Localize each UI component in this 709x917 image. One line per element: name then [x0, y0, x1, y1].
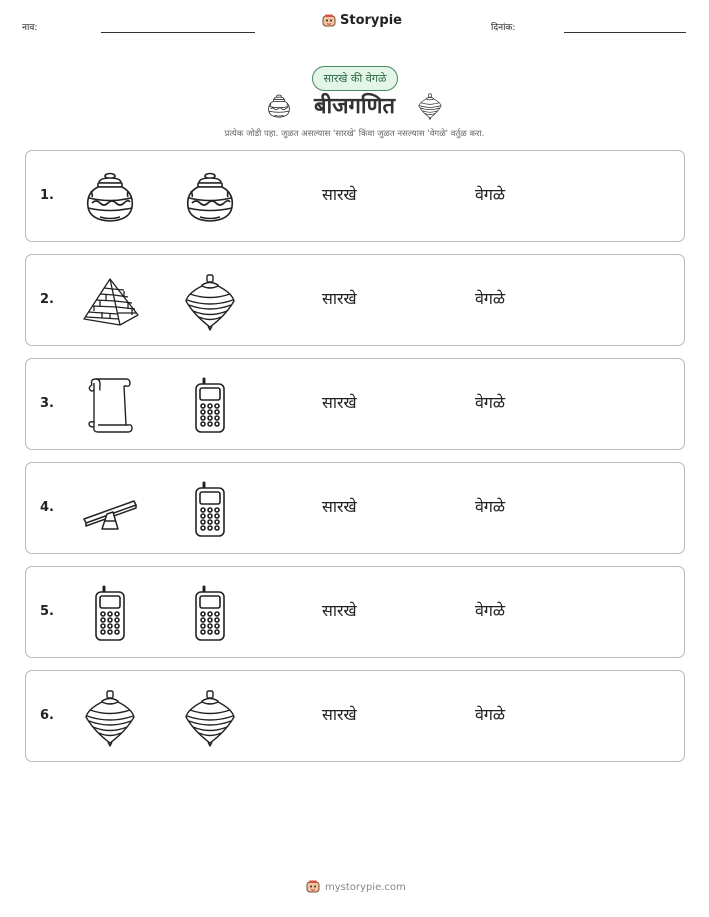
- question-number: 5.: [40, 604, 54, 619]
- question-row-3: [25, 358, 685, 450]
- same-option[interactable]: सारखे: [322, 497, 357, 516]
- different-option[interactable]: वेगळे: [475, 601, 506, 620]
- same-option[interactable]: सारखे: [322, 393, 357, 412]
- name-line[interactable]: [101, 32, 255, 33]
- storypie-mascot-icon: [306, 880, 320, 894]
- page-title: बीजगणित: [313, 94, 396, 119]
- question-row-6: [25, 670, 685, 762]
- name-label: नाव:: [22, 23, 38, 33]
- instructions: प्रत्येक जोडी पहा. जुळत असल्यास 'सारखे' किंवा जुळत नसल्यास 'वेगळे' वर्तुळ करा.: [224, 129, 485, 139]
- mobile-phone-icon: [180, 479, 240, 539]
- question-row-5: [25, 566, 685, 658]
- mobile-phone-icon: [180, 583, 240, 643]
- same-option[interactable]: सारखे: [322, 289, 357, 308]
- spinning-top-icon: [180, 687, 240, 747]
- pot-icon: [180, 167, 240, 227]
- question-number: 2.: [40, 292, 54, 307]
- different-option[interactable]: वेगळे: [475, 185, 506, 204]
- mobile-phone-icon: [180, 375, 240, 435]
- same-option[interactable]: सारखे: [322, 705, 357, 724]
- seesaw-icon: [80, 479, 140, 539]
- question-number: 4.: [40, 500, 54, 515]
- date-line[interactable]: [564, 32, 686, 33]
- different-option[interactable]: वेगळे: [475, 289, 506, 308]
- brand-name: Storypie: [340, 13, 402, 28]
- pyramid-icon: [80, 271, 140, 331]
- different-option[interactable]: वेगळे: [475, 393, 506, 412]
- question-row-4: [25, 462, 685, 554]
- question-number: 3.: [40, 396, 54, 411]
- different-option[interactable]: वेगळे: [475, 497, 506, 516]
- spinning-top-icon: [180, 271, 240, 331]
- storypie-mascot-icon: [322, 14, 336, 28]
- different-option[interactable]: वेगळे: [475, 705, 506, 724]
- same-option[interactable]: सारखे: [322, 601, 357, 620]
- footer-site-link[interactable]: mystorypie.com: [325, 881, 406, 893]
- question-row-2: [25, 254, 685, 346]
- question-number: 1.: [40, 188, 54, 203]
- spinning-top-icon: [80, 687, 140, 747]
- mobile-phone-icon: [80, 583, 140, 643]
- question-row-1: [25, 150, 685, 242]
- scroll-icon: [80, 375, 140, 435]
- brand-logo: [322, 13, 402, 28]
- footer: [306, 880, 406, 894]
- question-number: 6.: [40, 708, 54, 723]
- date-label: दिनांक:: [491, 23, 516, 33]
- same-option[interactable]: सारखे: [322, 185, 357, 204]
- worksheet-badge: सारखे की वेगळे: [312, 66, 398, 91]
- spinning-top-icon: [416, 92, 444, 120]
- pot-icon: [80, 167, 140, 227]
